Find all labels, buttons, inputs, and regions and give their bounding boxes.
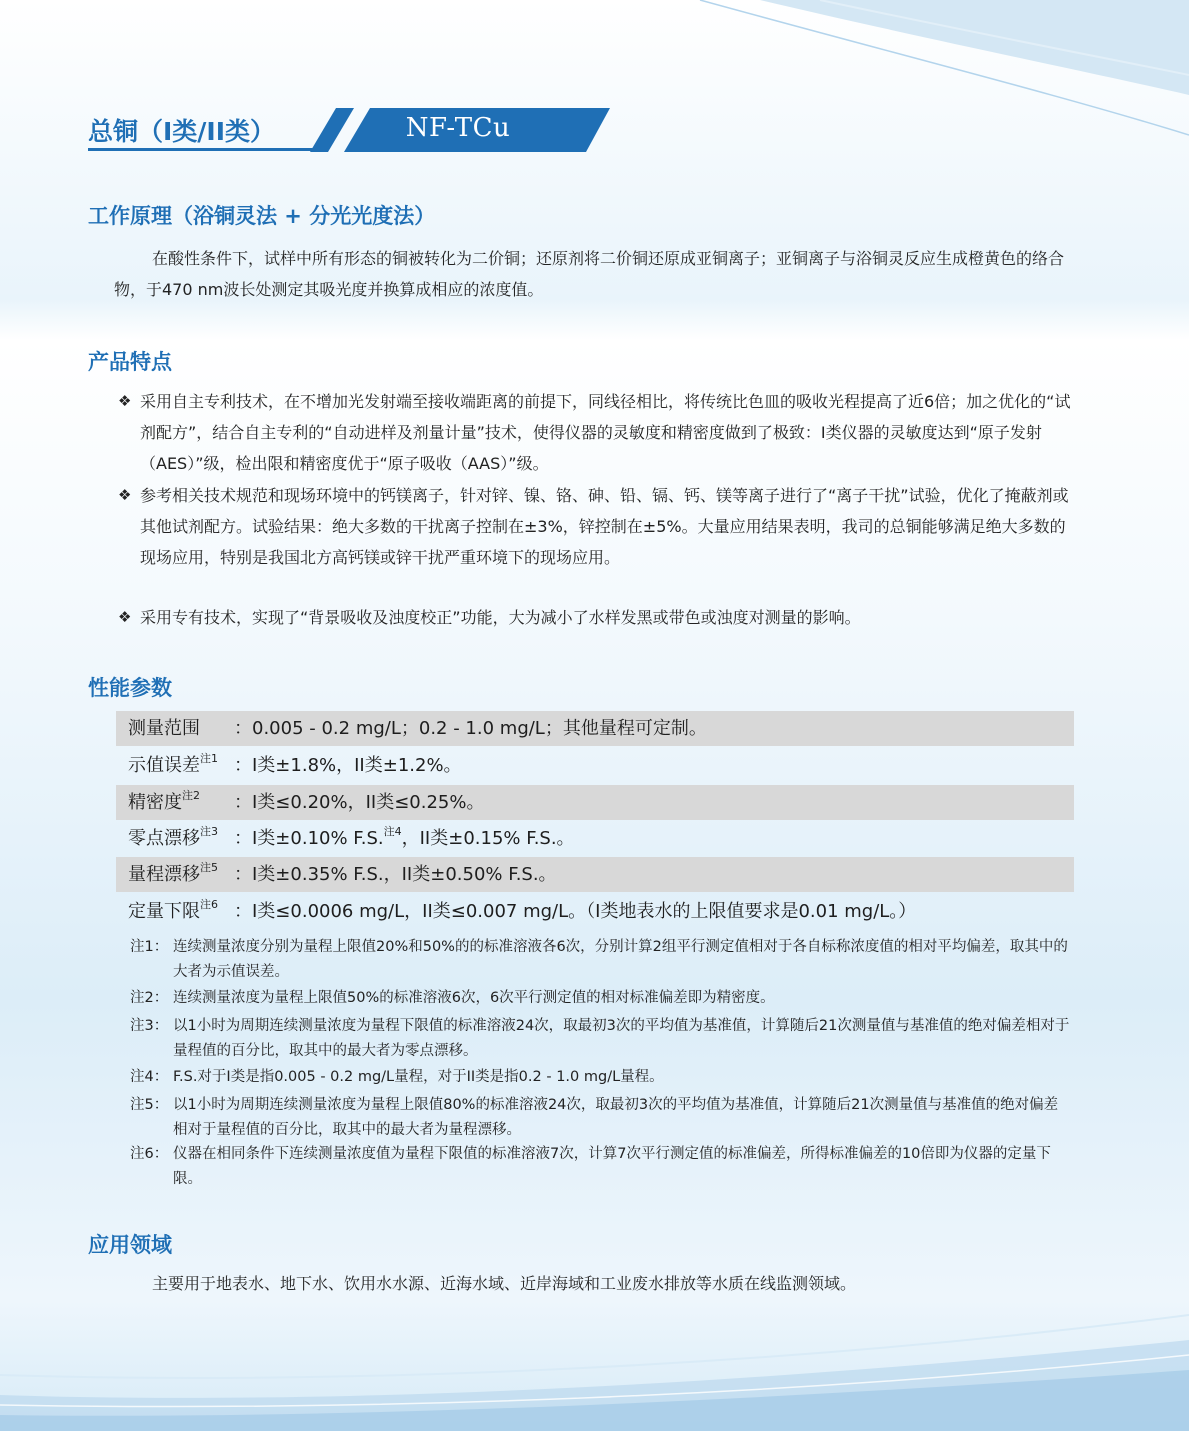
footnote (130, 1093, 1070, 1143)
feature-item (118, 386, 1078, 479)
footnote-ref: 注2 (182, 789, 200, 802)
spec-label: 示值误差$^{注1}$ (128, 752, 218, 776)
spec-label: 测量范围 (128, 718, 200, 739)
footnote-label: 注6： (130, 1146, 169, 1162)
product-title-bar (88, 104, 518, 154)
spec-row (116, 711, 1074, 746)
footnote-label: 注1： (130, 939, 169, 955)
product-title: 总铜（I类/II类） (88, 117, 276, 146)
footnote-ref: 注4 (383, 825, 402, 838)
footnote (130, 1014, 1070, 1064)
specs-heading: 性能参数 (88, 676, 172, 700)
features-heading: 产品特点 (88, 350, 172, 374)
footnote-label: 注4： (130, 1069, 169, 1085)
footnote-text: 以1小时为周期连续测量浓度为量程上限值80%的标准溶液24次，取最初3次的平均值为基准值，计算随后21次测量值与基准值的绝对偏差相对于量程值的百分比，取其中的最大者为量程漂移。 (173, 1097, 1059, 1138)
diamond-bullet-icon: ❖ (118, 392, 132, 410)
spec-value: ：0.005 - 0.2 mg/L；0.2 - 1.0 mg/L；其他量程可定制。 (234, 718, 707, 739)
feature-text: 采用自主专利技术，在不增加光发射端至接收端距离的前提下，同线径相比，将传统比色皿的吸收光程提高了近6倍；加之优化的“试剂配方”，结合自主专利的“自动进样及剂量计量”技术，使得仪器的灵敏度和精密度做到了极致：I类仪器的灵敏度达到“原子发射（AES）”级，检出限和精密度优于“原子吸收（AAS）”级。 (140, 392, 1071, 473)
spec-row (116, 821, 1074, 856)
spec-value: ：I类±1.8%，II类±1.2%。 (234, 755, 462, 776)
spec-row (116, 785, 1074, 820)
spec-row (116, 748, 1074, 783)
principle-heading: 工作原理（浴铜灵法 + 分光光度法） (88, 204, 436, 228)
footnote-text: 连续测量浓度分别为量程上限值20%和50%的的标准溶液各6次，分别计算2组平行测定值相对于各自标称浓度值的相对平均偏差，取其中的大者为示值误差。 (173, 939, 1068, 980)
spec-label: 精密度$^{注2}$ (128, 789, 200, 813)
footnote (130, 1142, 1070, 1192)
spec-row (116, 894, 1074, 929)
footnote (130, 935, 1070, 985)
footnote-label: 注5： (130, 1097, 169, 1113)
spec-value: ：I类±0.35% F.S.，II类±0.50% F.S.。 (234, 864, 557, 885)
feature-item (118, 602, 1078, 633)
spec-value: ：I类±0.10% F.S.$^{注4}$，II类±0.15% F.S.。 (234, 825, 575, 849)
footnote (130, 1065, 1070, 1090)
footnote-text: 连续测量浓度为量程上限值50%的标准溶液6次，6次平行测定值的相对标准偏差即为精密度。 (173, 990, 775, 1006)
feature-text: 参考相关技术规范和现场环境中的钙镁离子，针对锌、镍、铬、砷、铅、镉、钙、镁等离子进行了“离子干扰”试验，优化了掩蔽剂或其他试剂配方。试验结果：绝大多数的干扰离子控制在±3%，锌控制在±5%。大量应用结果表明，我司的总铜能够满足绝大多数的现场应用，特别是我国北方高钙镁或锌干扰严重环境下的现场应用。 (140, 486, 1069, 567)
footnote-text: F.S.对于I类是指0.005 - 0.2 mg/L量程，对于II类是指0.2 - 1.0 mg/L量程。 (173, 1069, 664, 1085)
model-number: NF-TCu (405, 113, 511, 143)
footnote-ref: 注5 (200, 861, 218, 874)
diamond-bullet-icon: ❖ (118, 608, 132, 626)
footnote-ref: 注3 (200, 825, 218, 838)
principle-text: 在酸性条件下，试样中所有形态的铜被转化为二价铜；还原剂将二价铜还原成亚铜离子；亚铜离子与浴铜灵反应生成橙黄色的络合物，于470 nm波长处测定其吸光度并换算成相应的浓度值。 (114, 249, 1065, 299)
spec-label: 定量下限$^{注6}$ (128, 898, 218, 922)
spec-label: 量程漂移$^{注5}$ (128, 861, 218, 885)
application-text: 主要用于地表水、地下水、饮用水水源、近海水域、近岸海域和工业废水排放等水质在线监测领域。 (152, 1274, 857, 1293)
spec-label: 零点漂移$^{注3}$ (128, 825, 218, 849)
footnote-ref: 注6 (200, 898, 218, 911)
title-underline (88, 148, 328, 151)
footnote-ref: 注1 (200, 752, 218, 765)
feature-item (118, 480, 1078, 573)
footnote-label: 注3： (130, 1018, 169, 1034)
spec-value: ：I类≤0.0006 mg/L，II类≤0.007 mg/L。（I类地表水的上限值要求是0.01 mg/L。） (234, 901, 917, 922)
spec-value: ：I类≤0.20%，II类≤0.25%。 (234, 792, 485, 813)
footnote (130, 986, 1070, 1011)
spec-row (116, 857, 1074, 892)
application-heading: 应用领域 (88, 1233, 172, 1257)
feature-text: 采用专有技术，实现了“背景吸收及浊度校正”功能，大为减小了水样发黑或带色或浊度对测量的影响。 (140, 608, 861, 627)
footnote-text: 仪器在相同条件下连续测量浓度值为量程下限值的标准溶液7次，计算7次平行测定值的标准偏差，所得标准偏差的10倍即为仪器的定量下限。 (173, 1146, 1051, 1187)
footnote-text: 以1小时为周期连续测量浓度为量程下限值的标准溶液24次，取最初3次的平均值为基准值，计算随后21次测量值与基准值的绝对偏差相对于量程值的百分比，取其中的最大者为零点漂移。 (173, 1018, 1070, 1059)
footnote-label: 注2： (130, 990, 169, 1006)
diamond-bullet-icon: ❖ (118, 486, 132, 504)
